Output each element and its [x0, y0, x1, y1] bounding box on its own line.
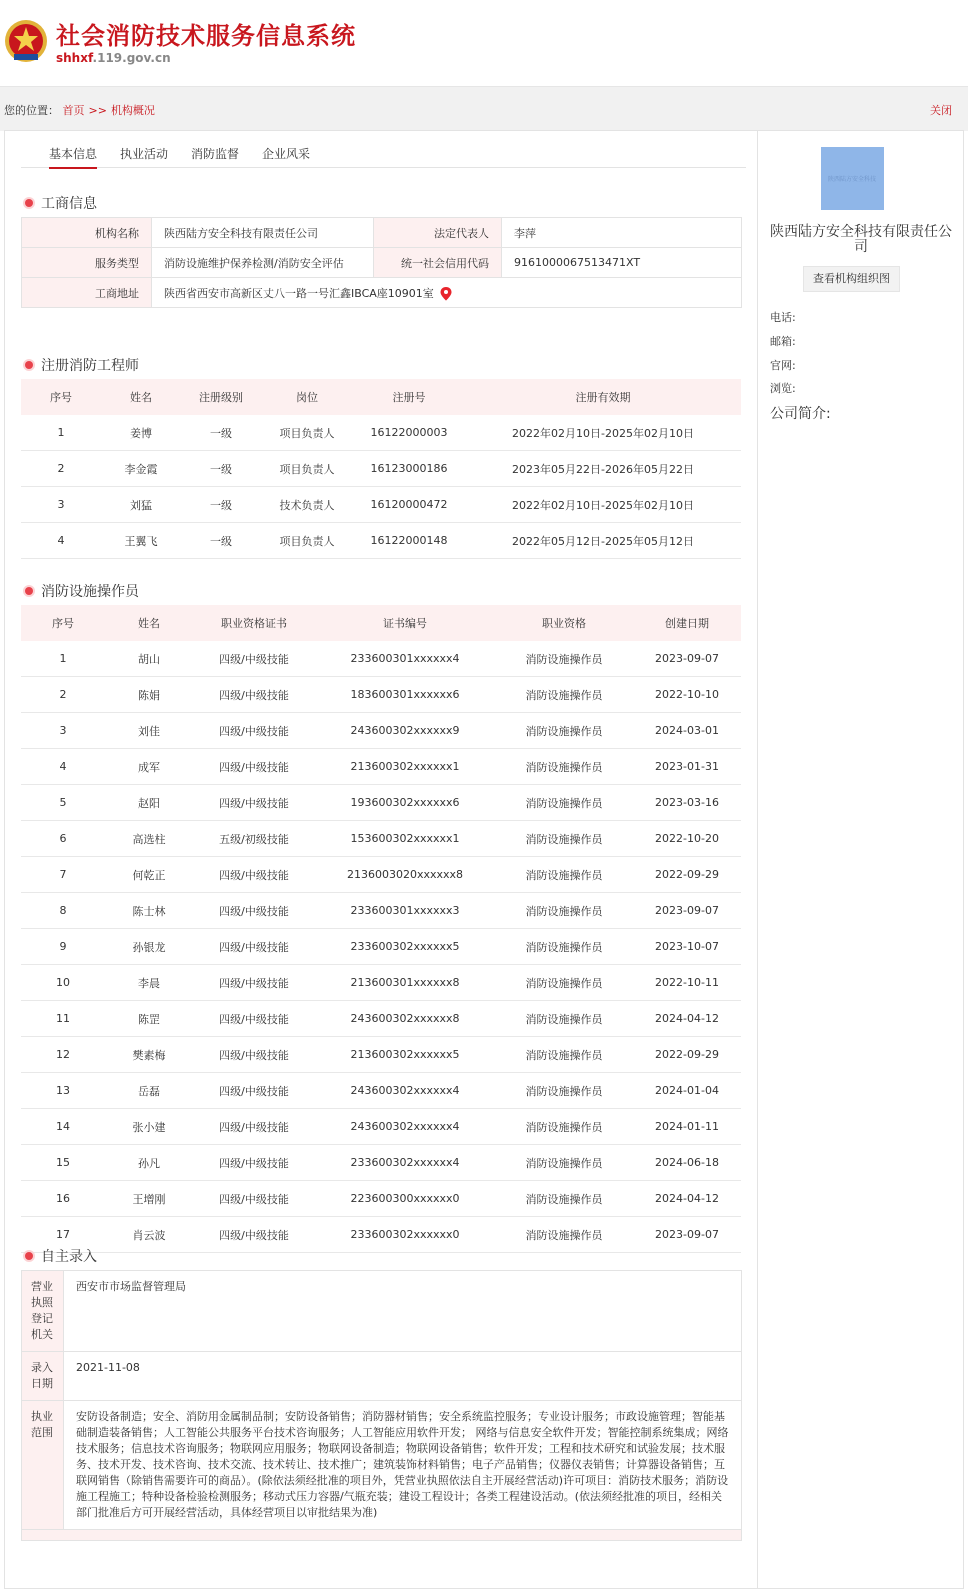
table-row — [21, 1145, 741, 1181]
engineers-table-body — [21, 415, 741, 559]
table-cell: 213600302xxxxxx1 — [315, 749, 495, 785]
company-intro-label: 公司简介: — [770, 406, 831, 422]
table-row — [21, 1109, 741, 1145]
table-cell: 一级 — [181, 523, 261, 559]
table-cell: 消防设施操作员 — [495, 1181, 633, 1217]
table-cell: 16123000186 — [353, 451, 465, 487]
table-cell: 四级/中级技能 — [193, 1001, 315, 1037]
phone-label: 电话: — [770, 311, 796, 324]
table-cell: 四级/中级技能 — [193, 857, 315, 893]
operators-table-body — [21, 641, 741, 1253]
table-row — [21, 1001, 741, 1037]
fire-rescue-emblem-icon — [4, 18, 48, 64]
site-title: 社会消防技术服务信息系统 — [56, 22, 356, 50]
section-dot-icon — [25, 1252, 33, 1260]
table-cell: 233600302xxxxxx4 — [315, 1145, 495, 1181]
table-cell: 2023-09-07 — [633, 893, 741, 929]
table-cell: 四级/中级技能 — [193, 1037, 315, 1073]
table-cell: 技术负责人 — [261, 487, 353, 523]
table-cell: 2024-04-12 — [633, 1181, 741, 1217]
sidebar — [758, 131, 963, 1588]
table-cell: 项目负责人 — [261, 523, 353, 559]
table-row — [22, 1530, 742, 1541]
breadcrumb-label: 您的位置： — [4, 104, 59, 117]
table-cell: 项目负责人 — [261, 451, 353, 487]
table-cell: 四级/中级技能 — [193, 1217, 315, 1253]
map-pin-icon[interactable] — [440, 287, 452, 301]
table-cell: 何乾正 — [105, 857, 193, 893]
table-cell: 153600302xxxxxx1 — [315, 821, 495, 857]
scope-value: 安防设备制造；安全、消防用金属制品制；安防设备销售；消防器材销售；安全系统监控服务；专业设计服务；市政设施管理；智能基础制造装备销售；人工智能公共服务平台技术咨询服务；人工智能应用软件开发； 网络与信息安全软件开发；智能控制系统集成；网络技术服务；信息技术咨询服务；物联网应用服务；物联网设备制造；物联网设备销售；软件开发；工程和技术研究和试验发展；技术服务、技术开发、技术咨询、技术交流、技术转让、技术推广；建筑装饰材料销售；电子产品销售；仪器仪表销售；计算器设备销售；互联网销售（除销售需要许可的商品）。(除依法须经批准的项目外，凭营业执照依法自主开展经营活动)许可项目：消防技术服务；消防设施工程施工；特种设备检验检测服务；移动式压力容器/气瓶充装；建设工程设计；各类工程建设活动。(依法须经批准的项目，经相关部门批准后方可开展经营活动，具体经营项目以审批结果为准) — [64, 1401, 742, 1530]
table-row — [21, 1217, 741, 1253]
table-cell: 5 — [21, 785, 105, 821]
table-cell: 消防设施操作员 — [495, 857, 633, 893]
column-header: 姓名 — [105, 605, 193, 641]
table-cell: 王增刚 — [105, 1181, 193, 1217]
table-header-row — [21, 379, 741, 415]
table-cell: 11 — [21, 1001, 105, 1037]
authority-value: 西安市市场监督管理局 — [64, 1271, 742, 1352]
column-header: 注册级别 — [181, 379, 261, 415]
table-cell: 233600301xxxxxx4 — [315, 641, 495, 677]
operators-section-title: 消防设施操作员 — [21, 581, 139, 601]
table-cell: 16120000472 — [353, 487, 465, 523]
table-row — [21, 713, 741, 749]
domain-rest: .119.gov.cn — [92, 51, 171, 65]
address-cell — [152, 278, 742, 308]
breadcrumb-home-link[interactable]: 首页 — [62, 104, 85, 117]
table-cell: 王翼飞 — [101, 523, 181, 559]
table-cell: 消防设施操作员 — [495, 677, 633, 713]
table-cell: 五级/初级技能 — [193, 821, 315, 857]
table-row — [22, 278, 742, 308]
breadcrumb-current[interactable]: 机构概况 — [110, 104, 155, 117]
table-row — [21, 1073, 741, 1109]
table-row — [22, 1271, 742, 1352]
table-row — [22, 248, 742, 278]
table-cell: 消防设施操作员 — [495, 749, 633, 785]
table-cell: 张小建 — [105, 1109, 193, 1145]
website-label: 官网: — [770, 359, 796, 372]
email-label: 邮箱: — [770, 335, 796, 348]
table-row — [21, 929, 741, 965]
table-cell: 2022年02月10日-2025年02月10日 — [465, 487, 741, 523]
entry-date-value: 2021-11-08 — [64, 1352, 742, 1401]
table-cell: 陈罡 — [105, 1001, 193, 1037]
table-cell: 213600301xxxxxx8 — [315, 965, 495, 1001]
table-cell: 14 — [21, 1109, 105, 1145]
table-cell: 消防设施操作员 — [495, 1145, 633, 1181]
table-cell: 四级/中级技能 — [193, 1073, 315, 1109]
table-cell: 2023-01-31 — [633, 749, 741, 785]
table-cell: 刘佳 — [105, 713, 193, 749]
table-cell: 消防设施操作员 — [495, 1217, 633, 1253]
table-cell: 15 — [21, 1145, 105, 1181]
table-cell: 6 — [21, 821, 105, 857]
table-cell: 2024-06-18 — [633, 1145, 741, 1181]
table-cell: 233600302xxxxxx0 — [315, 1217, 495, 1253]
table-cell: 16122000148 — [353, 523, 465, 559]
table-cell: 高选柱 — [105, 821, 193, 857]
table-cell: 7 — [21, 857, 105, 893]
table-cell: 2022-09-29 — [633, 1037, 741, 1073]
table-cell: 消防设施操作员 — [495, 893, 633, 929]
table-cell: 213600302xxxxxx5 — [315, 1037, 495, 1073]
table-cell: 四级/中级技能 — [193, 677, 315, 713]
table-cell: 胡山 — [105, 641, 193, 677]
table-cell: 243600302xxxxxx9 — [315, 713, 495, 749]
authority-label: 营业执照登记机关 — [22, 1271, 64, 1352]
table-cell: 2 — [21, 451, 101, 487]
tab-basic-info[interactable]: 基本信息 — [49, 145, 97, 169]
column-header: 序号 — [21, 379, 101, 415]
table-cell: 2024-04-12 — [633, 1001, 741, 1037]
self-entry-section-title: 自主录入 — [21, 1246, 97, 1266]
table-cell: 消防设施操作员 — [495, 929, 633, 965]
column-header: 岗位 — [261, 379, 353, 415]
table-cell: 243600302xxxxxx8 — [315, 1001, 495, 1037]
table-cell: 陈士林 — [105, 893, 193, 929]
sidebar-company-name: 陕西陆方安全科技有限责任公司 — [770, 224, 952, 255]
table-cell: 四级/中级技能 — [193, 893, 315, 929]
table-cell: 2022-09-29 — [633, 857, 741, 893]
table-cell: 1 — [21, 415, 101, 451]
table-header-row — [21, 605, 741, 641]
table-cell: 四级/中级技能 — [193, 929, 315, 965]
table-cell: 2023-10-07 — [633, 929, 741, 965]
table-cell: 消防设施操作员 — [495, 1073, 633, 1109]
breadcrumb-separator: >> — [88, 104, 107, 117]
table-cell: 消防设施操作员 — [495, 965, 633, 1001]
table-row — [21, 523, 741, 559]
tab-company-style[interactable]: 企业风采 — [262, 147, 311, 161]
table-cell: 243600302xxxxxx4 — [315, 1109, 495, 1145]
table-row — [21, 821, 741, 857]
table-row — [22, 1352, 742, 1401]
table-cell: 3 — [21, 713, 105, 749]
table-cell: 2136003020xxxxxx8 — [315, 857, 495, 893]
table-cell: 9 — [21, 929, 105, 965]
table-cell: 8 — [21, 893, 105, 929]
table-cell: 姜博 — [101, 415, 181, 451]
table-row — [21, 857, 741, 893]
column-header: 序号 — [21, 605, 105, 641]
table-cell: 2022年02月10日-2025年02月10日 — [465, 415, 741, 451]
table-row — [21, 965, 741, 1001]
table-cell: 李金霞 — [101, 451, 181, 487]
column-header: 创建日期 — [633, 605, 741, 641]
table-cell: 消防设施操作员 — [495, 1037, 633, 1073]
table-cell: 12 — [21, 1037, 105, 1073]
company-logo — [821, 147, 884, 210]
tab-bar — [21, 141, 746, 168]
engineers-section-title: 注册消防工程师 — [21, 355, 139, 375]
table-cell: 四级/中级技能 — [193, 965, 315, 1001]
legal-label: 法定代表人 — [374, 218, 502, 248]
table-row — [22, 218, 742, 248]
section-dot-icon — [25, 587, 33, 595]
table-cell: 四级/中级技能 — [193, 641, 315, 677]
table-cell: 消防设施操作员 — [495, 641, 633, 677]
table-cell: 李晨 — [105, 965, 193, 1001]
company-logo-text: 陕西陆方安全科技 — [828, 176, 877, 183]
table-cell: 一级 — [181, 487, 261, 523]
table-row — [21, 487, 741, 523]
section-dot-icon — [25, 199, 33, 207]
table-cell: 13 — [21, 1073, 105, 1109]
column-header: 证书编号 — [315, 605, 495, 641]
table-row — [21, 785, 741, 821]
table-cell: 1 — [21, 641, 105, 677]
table-row — [21, 893, 741, 929]
site-domain[interactable] — [56, 51, 171, 65]
table-cell: 四级/中级技能 — [193, 1109, 315, 1145]
scope-label: 执业范围 — [22, 1401, 64, 1530]
location-bar — [0, 86, 968, 131]
site-header — [0, 0, 968, 86]
org-chart-button[interactable]: 查看机构组织图 — [803, 266, 900, 292]
service-type-value: 消防设施维护保养检测/消防安全评估 — [152, 248, 374, 278]
table-cell: 四级/中级技能 — [193, 713, 315, 749]
table-cell: 孙凡 — [105, 1145, 193, 1181]
table-cell: 四级/中级技能 — [193, 749, 315, 785]
table-cell: 樊素梅 — [105, 1037, 193, 1073]
table-cell: 孙银龙 — [105, 929, 193, 965]
table-cell: 4 — [21, 749, 105, 785]
table-row — [22, 1401, 742, 1530]
address-value: 陕西省西安市高新区丈八一路一号汇鑫IBCA座10901室 — [164, 286, 434, 300]
table-row — [21, 415, 741, 451]
table-row — [21, 641, 741, 677]
table-cell: 肖云波 — [105, 1217, 193, 1253]
table-cell: 消防设施操作员 — [495, 713, 633, 749]
table-cell: 消防设施操作员 — [495, 1109, 633, 1145]
credit-label: 统一社会信用代码 — [374, 248, 502, 278]
table-cell: 2022-10-10 — [633, 677, 741, 713]
table-cell: 消防设施操作员 — [495, 785, 633, 821]
table-cell: 3 — [21, 487, 101, 523]
content-frame — [4, 130, 964, 1589]
table-cell: 四级/中级技能 — [193, 1181, 315, 1217]
main-panel — [21, 131, 746, 1588]
column-header: 职业资格证书 — [193, 605, 315, 641]
self-entry-table — [21, 1270, 742, 1541]
table-cell: 223600300xxxxxx0 — [315, 1181, 495, 1217]
table-cell: 233600302xxxxxx5 — [315, 929, 495, 965]
table-cell: 243600302xxxxxx4 — [315, 1073, 495, 1109]
org-name-value: 陕西陆方安全科技有限责任公司 — [152, 218, 374, 248]
table-cell: 陈娟 — [105, 677, 193, 713]
table-cell: 2023-03-16 — [633, 785, 741, 821]
table-cell: 四级/中级技能 — [193, 1145, 315, 1181]
table-cell: 2024-03-01 — [633, 713, 741, 749]
table-cell: 项目负责人 — [261, 415, 353, 451]
section-dot-icon — [25, 361, 33, 369]
table-cell: 一级 — [181, 451, 261, 487]
table-cell: 2022-10-11 — [633, 965, 741, 1001]
table-cell: 10 — [21, 965, 105, 1001]
table-cell: 成军 — [105, 749, 193, 785]
service-label: 服务类型 — [22, 248, 152, 278]
close-link[interactable]: 关闭 — [930, 104, 952, 117]
business-info-table — [21, 217, 742, 308]
table-cell: 岳磊 — [105, 1073, 193, 1109]
table-cell: 2023-09-07 — [633, 641, 741, 677]
table-cell: 2022-10-20 — [633, 821, 741, 857]
table-cell: 16122000003 — [353, 415, 465, 451]
business-section-title: 工商信息 — [21, 193, 97, 213]
table-cell: 4 — [21, 523, 101, 559]
table-row — [21, 677, 741, 713]
views-label: 浏览: — [770, 382, 796, 395]
table-row — [21, 1037, 741, 1073]
table-cell: 赵阳 — [105, 785, 193, 821]
table-row — [21, 749, 741, 785]
breadcrumb — [4, 102, 155, 118]
tab-practice-activity[interactable]: 执业活动 — [120, 147, 169, 161]
operators-table — [21, 605, 741, 1253]
address-label: 工商地址 — [22, 278, 152, 308]
table-cell: 2023年05月22日-2026年05月22日 — [465, 451, 741, 487]
column-header: 职业资格 — [495, 605, 633, 641]
table-cell: 233600301xxxxxx3 — [315, 893, 495, 929]
table-cell: 17 — [21, 1217, 105, 1253]
credit-code-value: 916100006751347​1XT — [502, 248, 742, 278]
engineers-table — [21, 379, 741, 559]
table-cell: 一级 — [181, 415, 261, 451]
table-cell: 2024-01-04 — [633, 1073, 741, 1109]
table-cell: 消防设施操作员 — [495, 1001, 633, 1037]
table-cell: 消防设施操作员 — [495, 821, 633, 857]
entry-date-label: 录入日期 — [22, 1352, 64, 1401]
table-cell: 四级/中级技能 — [193, 785, 315, 821]
legal-rep-value: 李萍 — [502, 218, 742, 248]
column-header: 注册有效期 — [465, 379, 741, 415]
table-cell: 16 — [21, 1181, 105, 1217]
table-cell: 183600301xxxxxx6 — [315, 677, 495, 713]
name-label: 机构名称 — [22, 218, 152, 248]
column-header: 姓名 — [101, 379, 181, 415]
domain-strong: shhxf — [56, 51, 93, 65]
table-row — [21, 1181, 741, 1217]
tab-fire-supervision[interactable]: 消防监督 — [191, 147, 240, 161]
table-cell: 刘猛 — [101, 487, 181, 523]
table-cell: 2022年05月12日-2025年05月12日 — [465, 523, 741, 559]
table-cell: 2023-09-07 — [633, 1217, 741, 1253]
table-cell: 2 — [21, 677, 105, 713]
column-header: 注册号 — [353, 379, 465, 415]
table-row — [21, 451, 741, 487]
table-cell: 2024-01-11 — [633, 1109, 741, 1145]
table-cell: 193600302xxxxxx6 — [315, 785, 495, 821]
